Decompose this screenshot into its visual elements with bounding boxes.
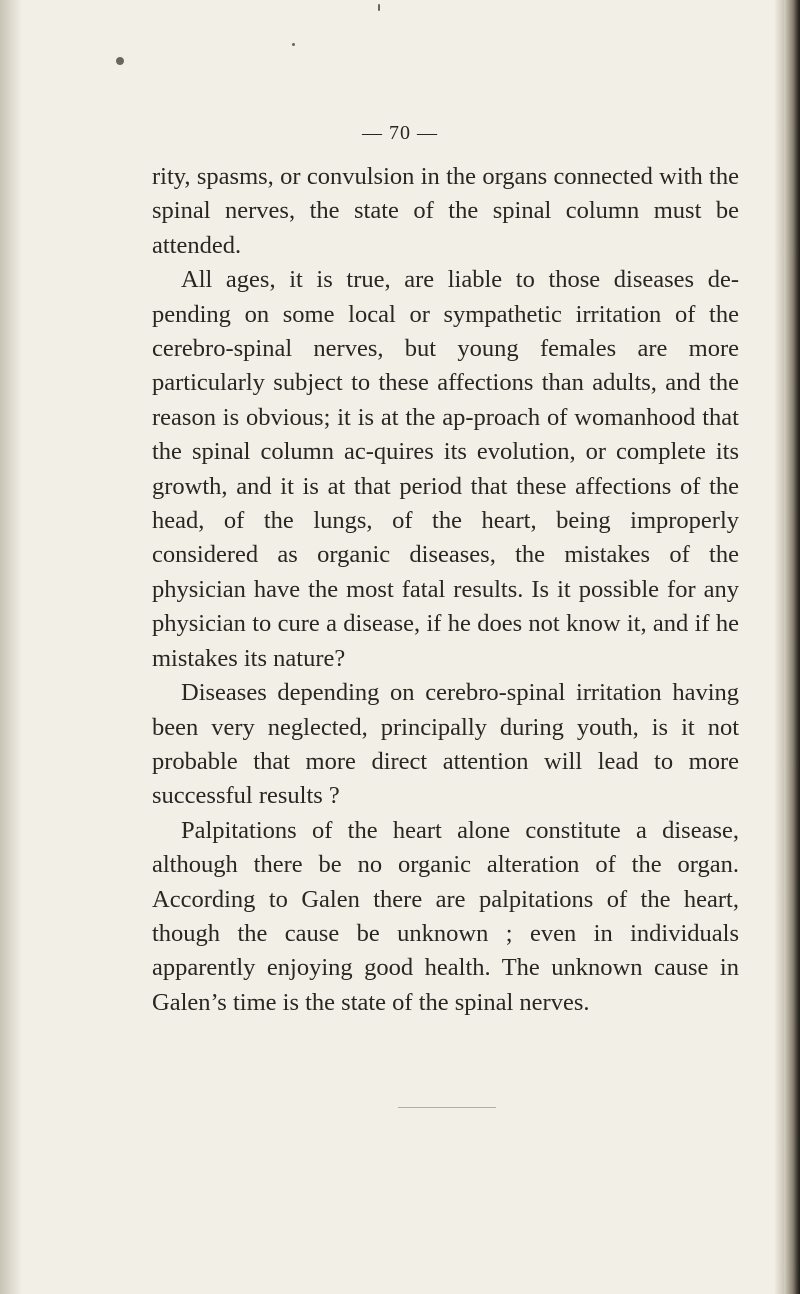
page-number: — 70 — (362, 122, 438, 144)
page-binding-edge (784, 0, 800, 1294)
ink-speck (292, 43, 295, 46)
page-right-shading (774, 0, 784, 1294)
ink-speck (378, 4, 380, 11)
paragraph: Diseases depending on cerebro-spinal irritation having been very neglected, principally during youth, is it not probable that more direct attention will lead to more successful results ? (152, 679, 739, 810)
paragraph: rity, spasms, or convulsion in the organs connected with the spinal nerves, the state of the spinal column must be attended. (152, 163, 739, 259)
ink-speck (116, 57, 124, 65)
paragraph: Palpitations of the heart alone constitute a disease, although there be no organic alteration of the organ. According to Galen there are palpitations of the heart, though the cause be unknown ; even in individuals apparently enjoying good health. The unknown cause in Galen’s time is the state of the spinal nerves. (152, 816, 739, 1016)
page-left-shadow (0, 0, 22, 1294)
body-text (152, 160, 739, 1020)
end-rule (398, 1107, 496, 1108)
paragraph: All ages, it is true, are liable to those diseases de-pending on some local or sympathetic irritation of the cerebro-spinal nerves, but young females are more particularly subject to these affections than adults, and the reason is obvious; it is at the ap-proach of womanhood that the spinal column ac-quires its evolution, or complete its growth, and it is at that period that these affections of the head, of the lungs, of the heart, being improperly considered as organic diseases, the mistakes of the physician have the most fatal results. Is it possible for any physician to cure a disease, if he does not know it, and if he mistakes its nature? (152, 266, 739, 672)
